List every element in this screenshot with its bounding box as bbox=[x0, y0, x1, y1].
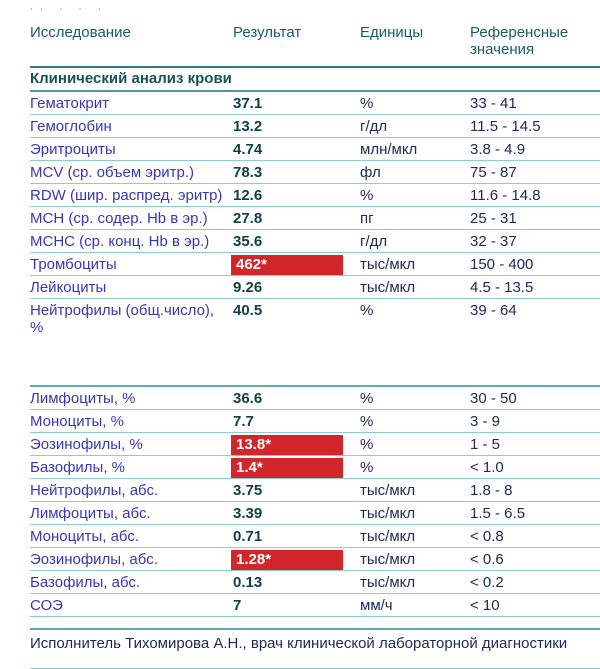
lab-result-row bbox=[30, 456, 600, 479]
units-cell: % bbox=[360, 187, 374, 204]
lab-result-row bbox=[30, 571, 600, 594]
units-cell: % bbox=[360, 302, 374, 319]
result-cell bbox=[233, 436, 360, 453]
units-cell: пг bbox=[360, 210, 374, 227]
units-cell: тыс/мкл bbox=[360, 482, 416, 499]
reference-range-cell: 1 - 5 bbox=[470, 436, 501, 453]
performer-note: Исполнитель Тихомирова А.Н., врач клинической лабораторной диагностики bbox=[30, 628, 600, 653]
reference-range-cell: 39 - 64 bbox=[470, 302, 517, 319]
lab-result-row bbox=[30, 276, 600, 299]
lab-result-row bbox=[30, 207, 600, 230]
result-cell: 12.6 bbox=[233, 187, 263, 204]
test-name-cell: Нейтрофилы, абс. bbox=[30, 482, 159, 499]
lab-result-row bbox=[30, 594, 600, 617]
units-cell: тыс/мкл bbox=[360, 505, 416, 522]
test-name-cell: Базофилы, абс. bbox=[30, 574, 141, 591]
reference-range-cell: 4.5 - 13.5 bbox=[470, 279, 534, 296]
column-header-reference: Референсные значения bbox=[470, 24, 569, 58]
reference-range-cell: 30 - 50 bbox=[470, 390, 517, 407]
test-name-cell: Лимфоциты, абс. bbox=[30, 505, 151, 522]
result-cell: 37.1 bbox=[233, 95, 263, 112]
lab-result-row bbox=[30, 502, 600, 525]
result-cell: 0.13 bbox=[233, 574, 263, 591]
lab-result-row bbox=[30, 115, 600, 138]
abnormal-result-badge: 13.8* bbox=[231, 435, 343, 455]
cbc-differential-section bbox=[30, 385, 600, 617]
units-cell: % bbox=[360, 459, 374, 476]
reference-range-cell: 33 - 41 bbox=[470, 95, 517, 112]
reference-range-cell: 3 - 9 bbox=[470, 413, 501, 430]
result-cell: 3.39 bbox=[233, 505, 263, 522]
reference-range-cell: 150 - 400 bbox=[470, 256, 534, 273]
lab-result-row bbox=[30, 548, 600, 571]
test-name-cell: Базофилы, % bbox=[30, 459, 125, 476]
cbc-main-section bbox=[30, 92, 600, 338]
test-name-cell: Моноциты, абс. bbox=[30, 528, 140, 545]
test-name-cell: Лейкоциты bbox=[30, 279, 107, 296]
reference-range-cell: 75 - 87 bbox=[470, 164, 517, 181]
result-cell bbox=[233, 551, 360, 568]
units-cell: тыс/мкл bbox=[360, 256, 416, 273]
test-name-cell: Лимфоциты, % bbox=[30, 390, 136, 407]
reference-range-cell: 25 - 31 bbox=[470, 210, 517, 227]
test-name-cell: Моноциты, % bbox=[30, 413, 124, 430]
units-cell: фл bbox=[360, 164, 381, 181]
result-cell: 13.2 bbox=[233, 118, 263, 135]
result-cell: 9.26 bbox=[233, 279, 263, 296]
column-header-units: Единицы bbox=[360, 24, 424, 41]
lab-result-row bbox=[30, 253, 600, 276]
lab-result-row bbox=[30, 410, 600, 433]
reference-range-cell: 32 - 37 bbox=[470, 233, 517, 250]
result-cell bbox=[233, 459, 360, 476]
result-cell: 35.6 bbox=[233, 233, 263, 250]
reference-range-cell: < 1.0 bbox=[470, 459, 504, 476]
lab-result-row bbox=[30, 184, 600, 207]
result-cell: 40.5 bbox=[233, 302, 263, 319]
lab-result-row bbox=[30, 387, 600, 410]
test-name-cell: RDW (шир. распред. эритр) bbox=[30, 187, 223, 204]
result-cell: 7.7 bbox=[233, 413, 254, 430]
units-cell: тыс/мкл bbox=[360, 279, 416, 296]
result-cell: 36.6 bbox=[233, 390, 263, 407]
reference-range-cell: 3.8 - 4.9 bbox=[470, 141, 526, 158]
lab-result-row bbox=[30, 299, 600, 338]
lab-result-row bbox=[30, 161, 600, 184]
units-cell: % bbox=[360, 390, 374, 407]
test-name-cell: Гематокрит bbox=[30, 95, 109, 112]
reference-range-cell: 1.8 - 8 bbox=[470, 482, 513, 499]
units-cell: тыс/мкл bbox=[360, 574, 416, 591]
reference-range-cell: < 0.8 bbox=[470, 528, 504, 545]
result-cell: 78.3 bbox=[233, 164, 263, 181]
result-cell: 0.71 bbox=[233, 528, 263, 545]
units-cell: тыс/мкл bbox=[360, 551, 416, 568]
test-name-cell: MCHC (ср. конц. Hb в эр.) bbox=[30, 233, 210, 250]
test-name-cell: Эритроциты bbox=[30, 141, 116, 158]
units-cell: % bbox=[360, 95, 374, 112]
test-name-cell: MCV (ср. объем эритр.) bbox=[30, 164, 195, 181]
column-header-result: Результат bbox=[233, 24, 302, 41]
lab-result-row bbox=[30, 92, 600, 115]
reference-range-cell: 1.5 - 6.5 bbox=[470, 505, 526, 522]
units-cell: млн/мкл bbox=[360, 141, 418, 158]
table-header-row bbox=[30, 24, 600, 60]
abnormal-result-badge: 462* bbox=[231, 255, 343, 275]
lab-result-row bbox=[30, 525, 600, 548]
lab-result-row bbox=[30, 433, 600, 456]
result-cell bbox=[233, 256, 360, 273]
test-name-cell: Эозинофилы, % bbox=[30, 436, 143, 453]
units-cell: % bbox=[360, 436, 374, 453]
test-name-cell: Тромбоциты bbox=[30, 256, 117, 273]
test-name-cell: Нейтрофилы (общ.число), % bbox=[30, 302, 215, 336]
reference-range-cell: 11.5 - 14.5 bbox=[470, 118, 541, 135]
reference-range-cell: < 0.2 bbox=[470, 574, 504, 591]
lab-result-row bbox=[30, 138, 600, 161]
result-cell: 3.75 bbox=[233, 482, 263, 499]
units-cell: тыс/мкл bbox=[360, 528, 416, 545]
units-cell: мм/ч bbox=[360, 597, 393, 614]
result-cell: 27.8 bbox=[233, 210, 263, 227]
test-name-cell: СОЭ bbox=[30, 597, 63, 614]
test-name-cell: Гемоглобин bbox=[30, 118, 112, 135]
result-cell: 7 bbox=[233, 597, 242, 614]
units-cell: г/дл bbox=[360, 118, 388, 135]
units-cell: % bbox=[360, 413, 374, 430]
test-name-cell: Эозинофилы, абс. bbox=[30, 551, 158, 568]
reference-range-cell: < 10 bbox=[470, 597, 500, 614]
result-cell: 4.74 bbox=[233, 141, 263, 158]
column-header-test: Исследование bbox=[30, 24, 131, 41]
abnormal-result-badge: 1.28* bbox=[231, 550, 343, 570]
lab-result-row bbox=[30, 479, 600, 502]
lab-report bbox=[0, 24, 600, 669]
section-title: Клинический анализ крови bbox=[30, 66, 600, 92]
lab-result-row bbox=[30, 230, 600, 253]
test-name-cell: MCH (ср. содер. Hb в эр.) bbox=[30, 210, 208, 227]
units-cell: г/дл bbox=[360, 233, 388, 250]
reference-range-cell: 11.6 - 14.8 bbox=[470, 187, 541, 204]
abnormal-result-badge: 1.4* bbox=[231, 458, 343, 478]
cropped-text-fragment: ˙˙ ˙ ˙ ˙ bbox=[30, 6, 108, 20]
reference-range-cell: < 0.6 bbox=[470, 551, 504, 568]
